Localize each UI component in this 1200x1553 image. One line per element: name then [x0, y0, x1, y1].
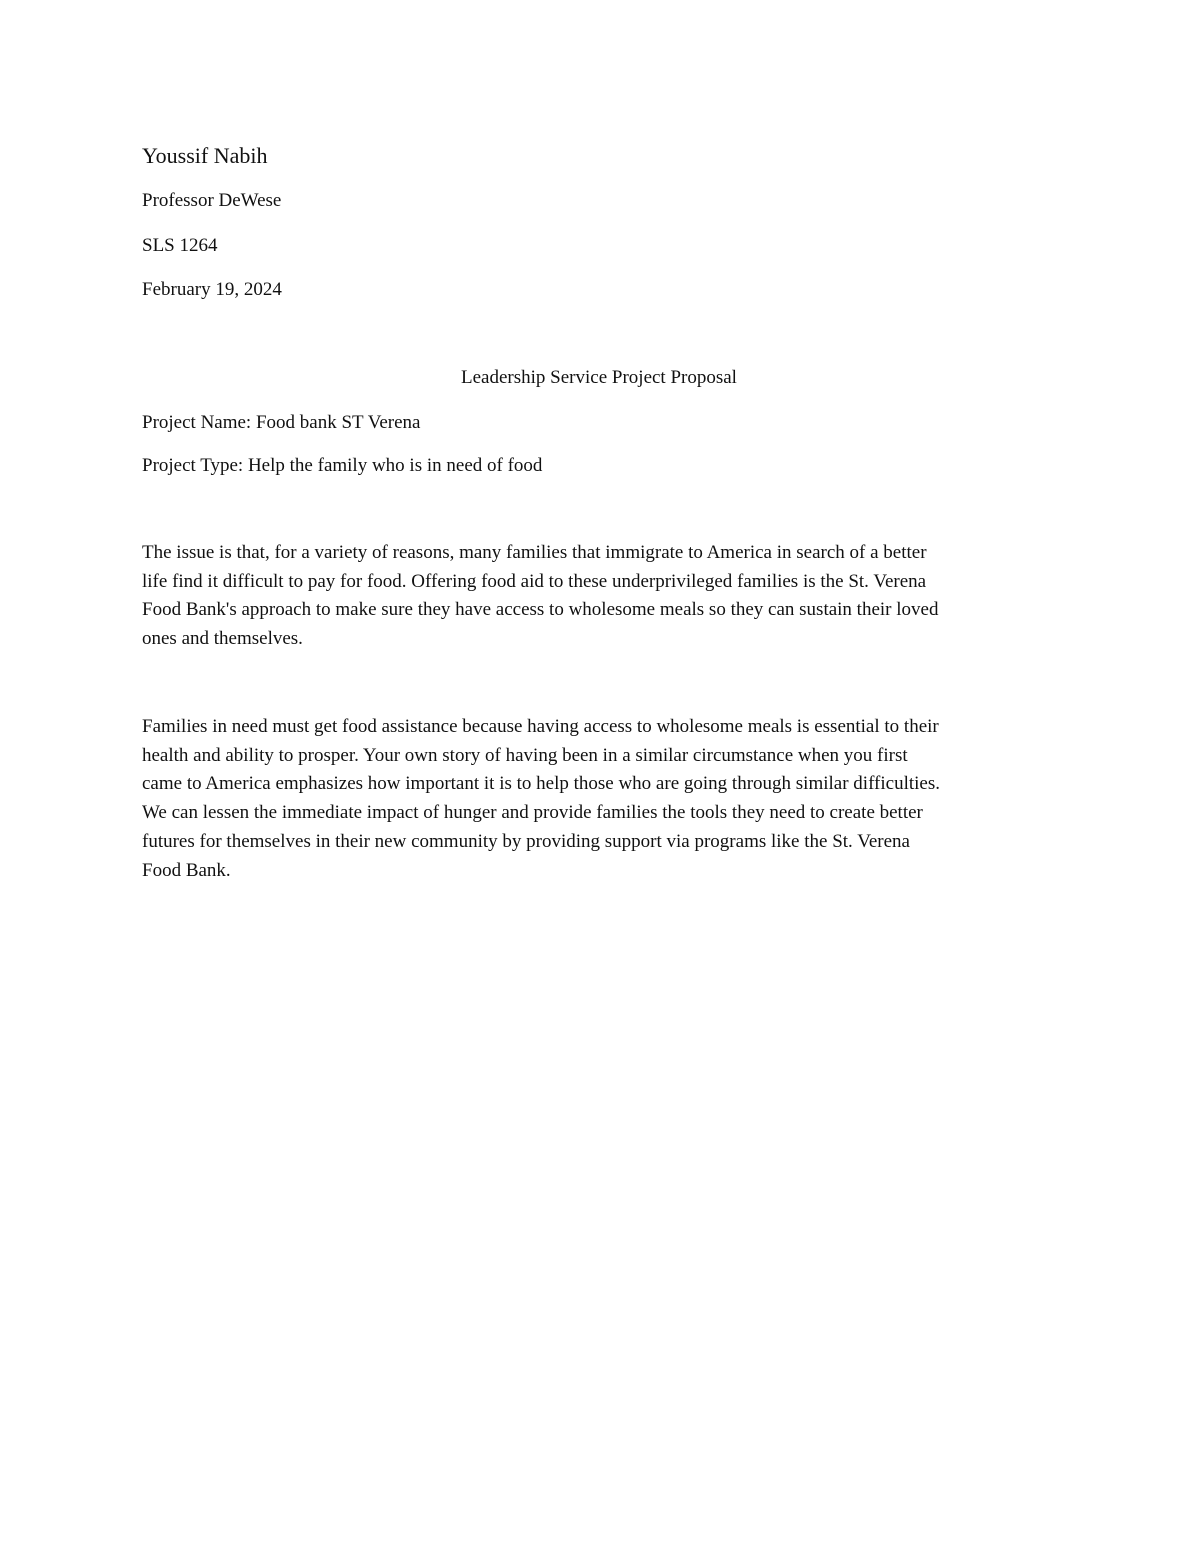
course-code: SLS 1264: [142, 235, 218, 256]
document-date: February 19, 2024: [142, 279, 282, 300]
professor-name: Professor DeWese: [142, 190, 282, 211]
paragraph-issue: [142, 539, 1056, 654]
paragraph-line: came to America emphasizes how important it is to help those who are going through similar difficulties.: [142, 773, 940, 795]
paragraph-line: Food Bank's approach to make sure they have access to wholesome meals so they can sustain their loved: [142, 599, 939, 621]
project-type: Project Type: Help the family who is in need of food: [142, 455, 543, 476]
paragraph-line: The issue is that, for a variety of reasons, many families that immigrate to America in search of a better: [142, 542, 927, 563]
paragraph-line: Food Bank.: [142, 859, 231, 881]
author-name: Youssif Nabih: [142, 143, 268, 168]
project-name: Project Name: Food bank ST Verena: [142, 412, 421, 433]
paragraph-importance: [142, 713, 1056, 885]
paragraph-line: Families in need must get food assistance because having access to wholesome meals is essential to their: [142, 716, 939, 737]
paragraph-line: We can lessen the immediate impact of hunger and provide families the tools they need to create better: [142, 802, 923, 824]
paragraph-line: health and ability to prosper. Your own story of having been in a similar circumstance when you first: [142, 744, 908, 766]
paragraph-line: futures for themselves in their new community by providing support via programs like the St. Verena: [142, 830, 910, 852]
document-title: Leadership Service Project Proposal: [461, 367, 737, 388]
paragraph-line: life find it difficult to pay for food. Offering food aid to these underprivileged families is the St. Verena: [142, 570, 927, 592]
paragraph-line: ones and themselves.: [142, 628, 303, 650]
